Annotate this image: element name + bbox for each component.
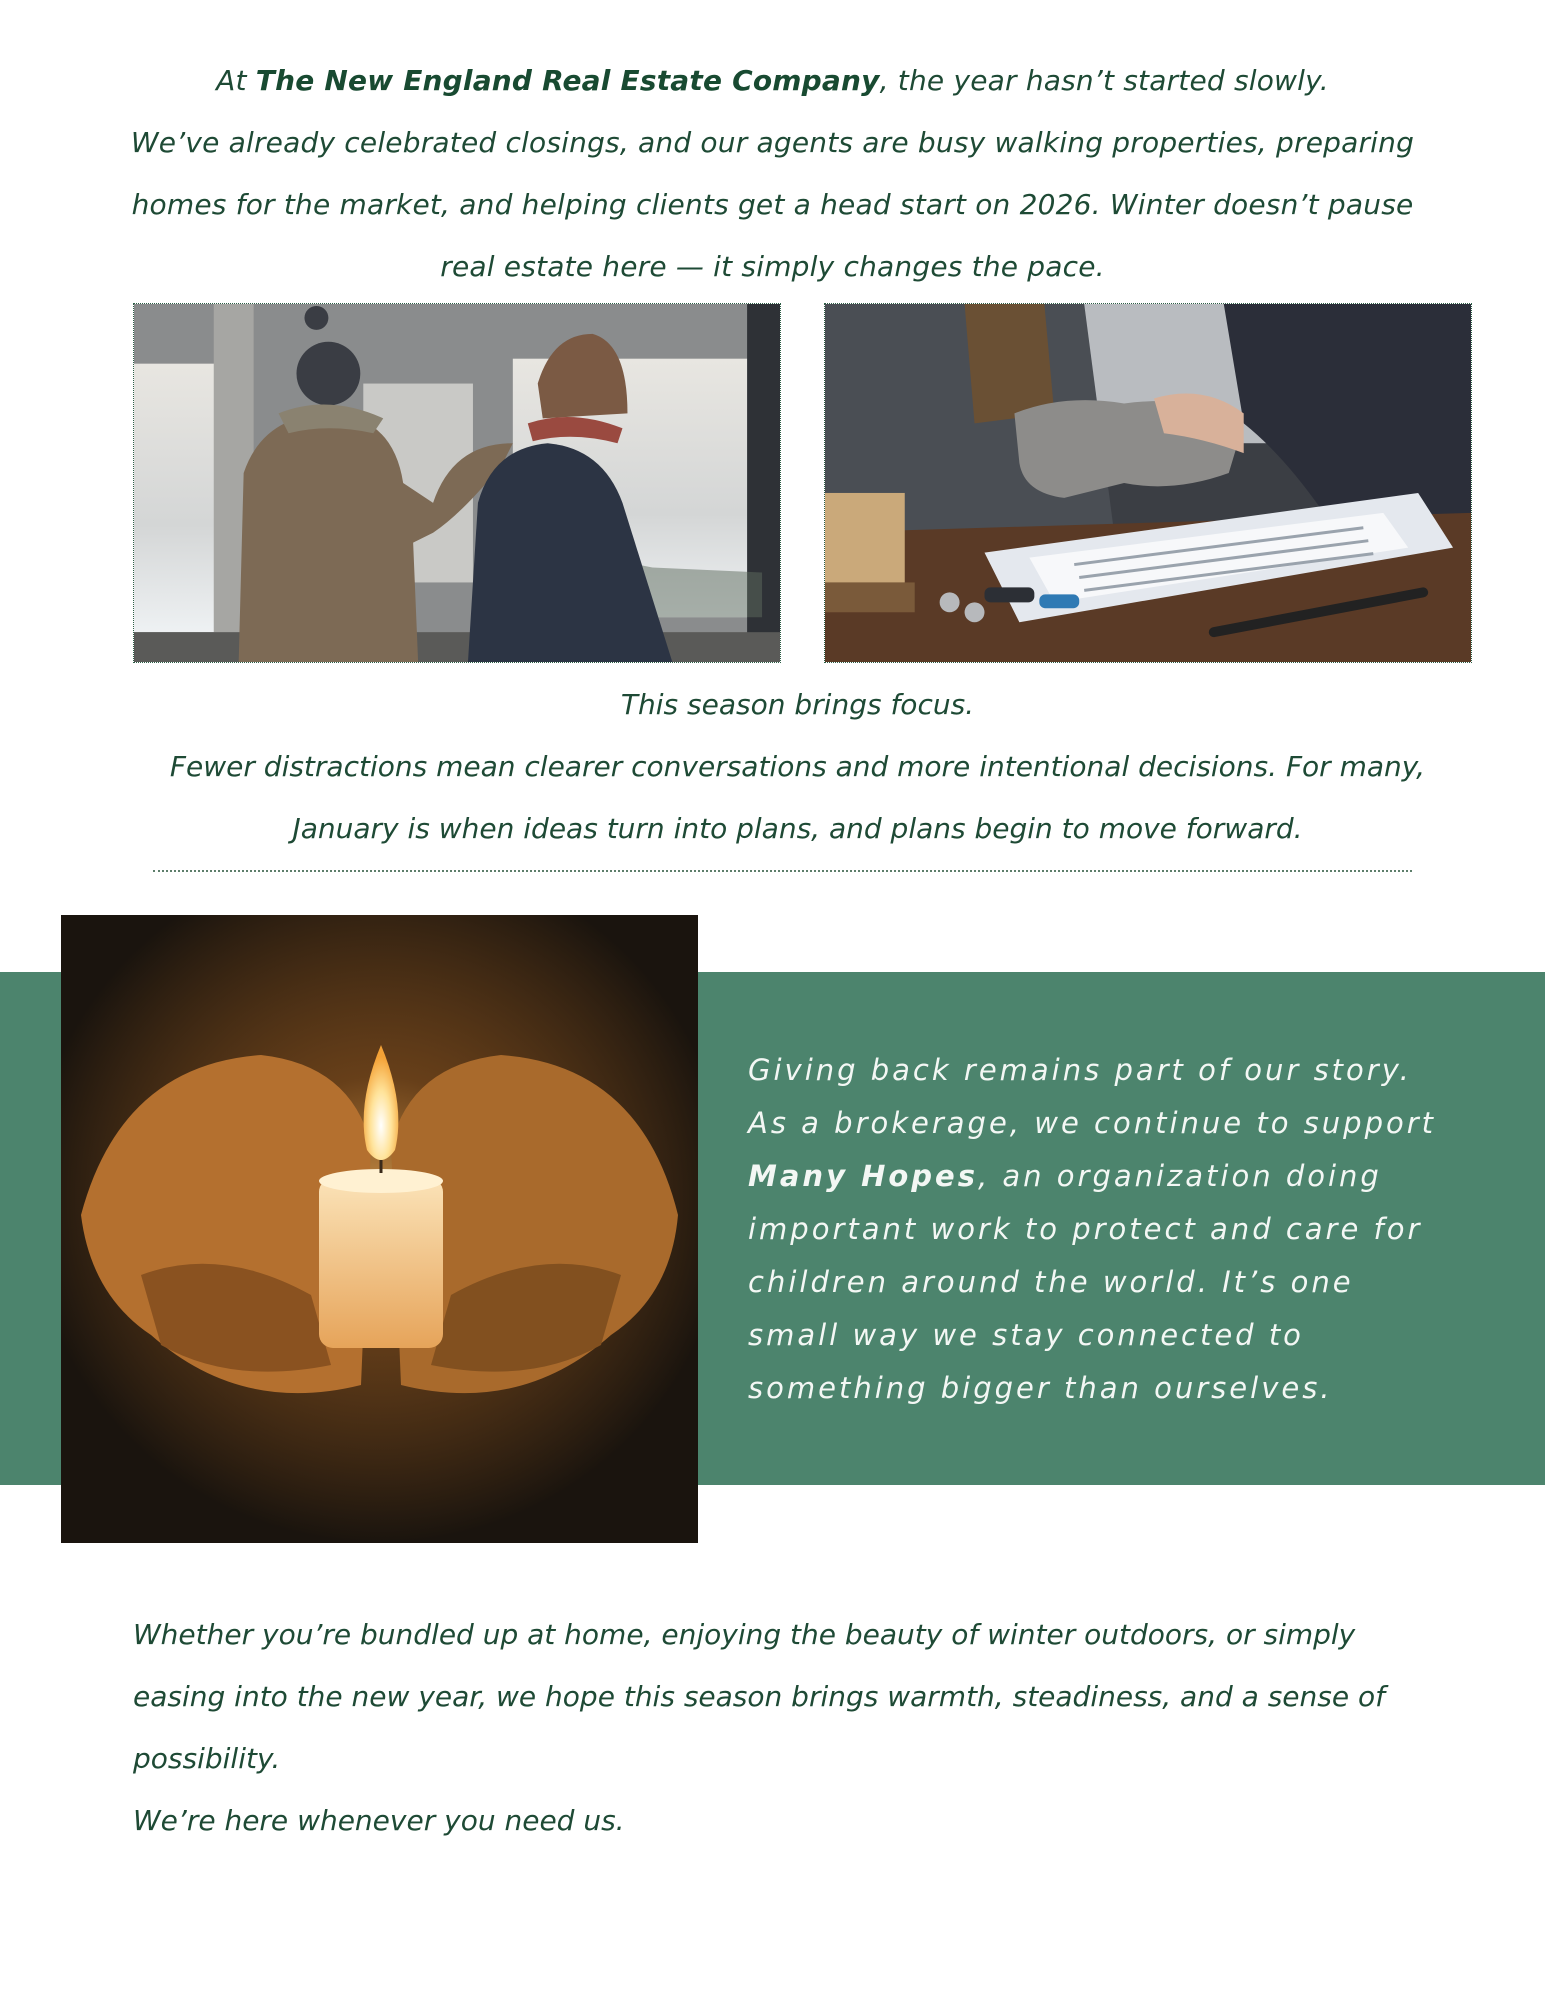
intro-prefix: At xyxy=(216,64,256,97)
giving-line-2: As a brokerage, we continue to support xyxy=(748,1106,1437,1140)
intro-text xyxy=(110,50,1435,298)
candle-in-hands-photo xyxy=(61,915,698,1543)
property-tour-photo xyxy=(133,303,781,663)
giving-rest: , an organization doing important work to protect and care for children around the world. It’s one small way we stay connected to something bigger than ourselves. xyxy=(748,1159,1423,1405)
company-name: The New England Real Estate Company xyxy=(255,64,880,97)
intro-suffix: , the year hasn’t started slowly. xyxy=(879,64,1329,97)
intro-body: We’ve already celebrated closings, and our agents are busy walking properties, preparing homes for the market, and helping clients get a head start on 2026. Winter doesn’t pause real estate here — it simply changes the pace. xyxy=(130,126,1415,283)
focus-heading: This season brings focus. xyxy=(620,688,975,721)
closing-text xyxy=(133,1604,1453,1852)
handshake-photo xyxy=(824,303,1472,663)
closing-paragraph: Whether you’re bundled up at home, enjoying the beauty of winter outdoors, or simply easing into the new year, we hope this season brings warmth, steadiness, and a sense of possibility. xyxy=(133,1618,1385,1775)
focus-text xyxy=(150,674,1445,860)
charity-name: Many Hopes xyxy=(748,1159,978,1193)
focus-body: Fewer distractions mean clearer conversations and more intentional decisions. For many, January is when ideas turn into plans, and plans begin to move forward. xyxy=(169,750,1426,845)
giving-back-text xyxy=(748,1044,1448,1415)
dotted-divider xyxy=(153,870,1412,872)
giving-line-1: Giving back remains part of our story. xyxy=(748,1053,1412,1087)
closing-signoff: We’re here whenever you need us. xyxy=(133,1804,625,1837)
intro-line xyxy=(110,50,1435,112)
giving-body xyxy=(748,1097,1448,1415)
